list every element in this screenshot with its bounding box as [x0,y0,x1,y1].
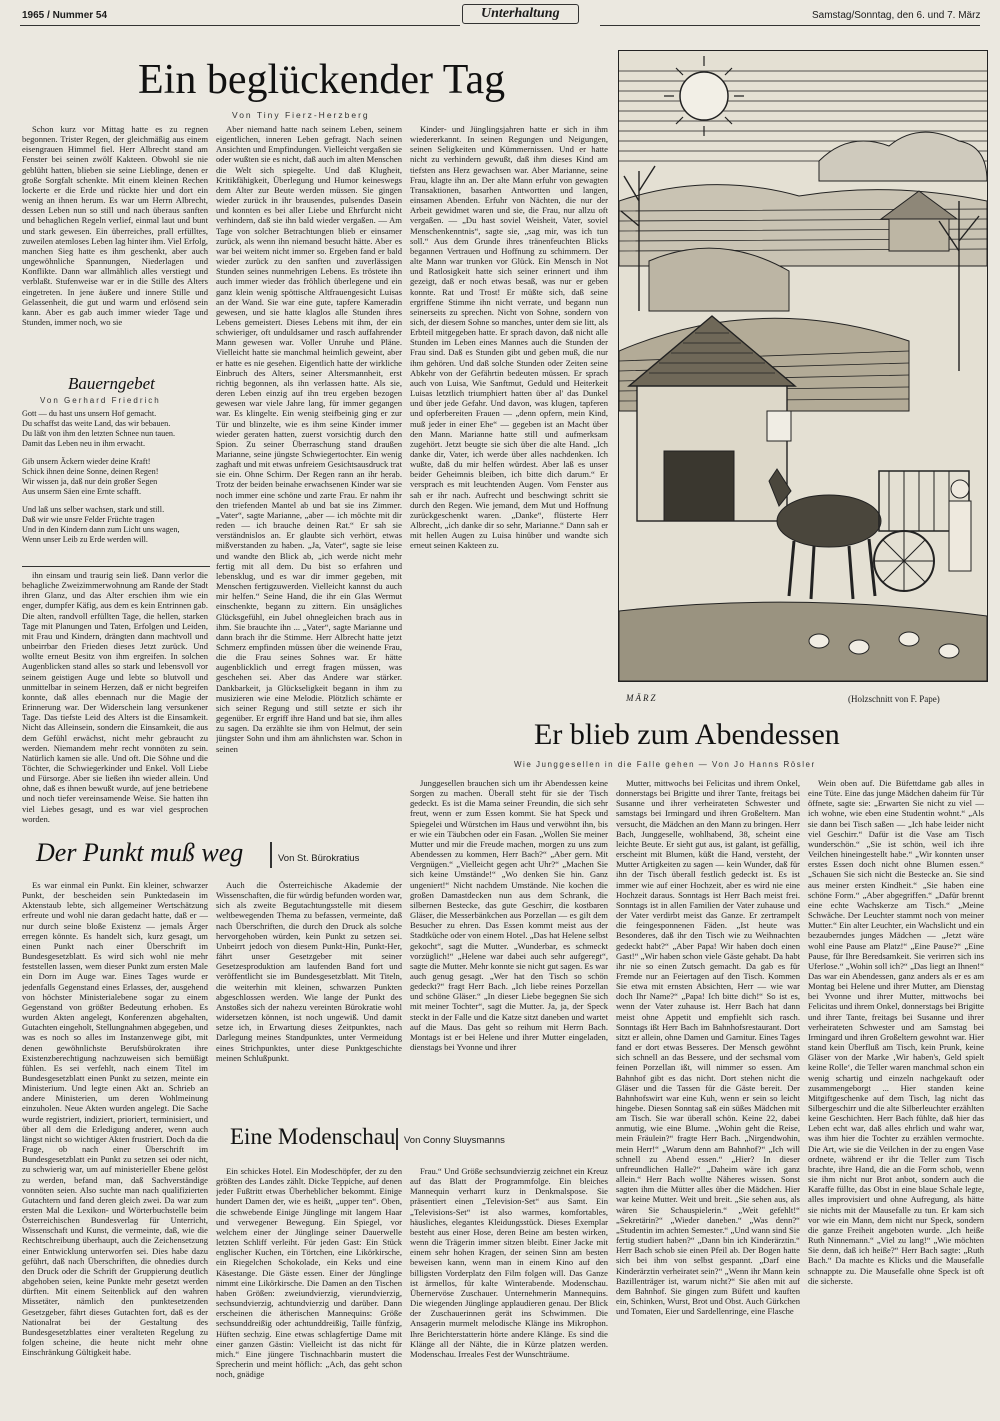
article-paragraph: Schon kurz vor Mittag hatte es zu regnen begonnen. Trister Regen, der gleichmäßig aus einem eisengrauen Himmel fiel. Herr Albrecht stand am Fenster bei seinen zwölf Kakteen. Obwohl sie nie geblüht hatten, blieben sie seine Lieblinge, denen er große Sorgfalt schenkte. Mit einem kleinen Rechen lockerte er die Erde und rückte hier und dort ein wenig an ihnen herum. Es war um Herrn Albrecht, dessen Leben nun so still und nach überaus sanften und behaglichen Regeln verlief, einmal laut und bunt und stark gewesen. Ein überreiches, prall erfülltes, zuweilen atemloses Leben lag hinter ihm. Viel Erfolg, manchen Sieg hatte es ihm geschenkt, aber auch ungewöhnliche Spannungen, Niederlagen und Konflikte. Dann war allmählich alles verstiegt und verblaßt. Stufenweise war er in die Stille des Alters eingetreten. In jene äußere und innere Stille und Gelassenheit, die gut und warm und erlösend sein kann. Aber es gab auch immer wieder Tage und Stunden, immer noch, wo sie [22,124,208,327]
article-column [216,880,402,1106]
article-title: Eine Modenschau [230,1124,396,1149]
article-column [616,778,800,1410]
article-paragraph: Ein schickes Hotel. Ein Modeschöpfer, der zu den größten des Landes zählt. Dicke Teppiche, auf denen jeder Fußtritt etwas Überheblicher bekommt. Einige hundert Damen der, wie es heißt, „upper ten“. Oben, die schwebende Einige Jünglinge mit langem Haar und verwegener Bewegung. Ein Spiegel, vor welchem einer der Jünglinge seiner Dauerwelle letzten Schliff verleiht. Für jeden Gast: Ein Stück englischer Kuchen, ein Törtchen, eine Likörkirsche, ein Riegelchen Schokolade, ein Keks und eine Käsestange. Die Gäste essen. Einer der Jünglinge nimmt eine Likörkirsche. Die Damen an den Tischen haben Größen: zweiundvierzig, vierundvierzig, sechsundvierzig, achtundvierzig und darüber. Dann erscheinen die ätherischen Mannequins: Größe sechsunddreißig oder achtunddreißig, Taille fünfzig, Hüften sechzig. Eine etwas schlagfertige Dame mit einer ganzen Gästin: Vielleicht ist das nicht für mich.“ Eine jüngere Tischnachbarin mustert die Sprecherin und meint höflich: „Ach, das geht schon noch, gnädige [216,1166,402,1380]
woodcut-caption: MÄRZ [626,693,658,703]
article-column [22,880,208,1410]
article-column [216,124,402,836]
article-paragraph: Junggesellen brauchen sich um ihr Abendessen keine Sorgen zu machen. Überall steht für sie der Tisch gedeckt. Es ist die Mama seiner Freundin, die sich sehr freut, wenn er zum Essen kommt. Sie hat Speck und Spiegelei und Würstchen im Haus und verwöhnt ihn, bis er wie ein Täubchen oder ein Fasan. „Wollen Sie meiner Mutter und mir die Freude machen, morgen zu uns zum Abendessen zu kommen, Herr Bach?“ „Aber gern. Mit Vergnügen.“ „Vielleicht gegen acht Uhr?“ „Machen Sie sich keine Umstände!“ „Wo denken Sie hin. Ganz ungeniert!“ Nicht nachdem Umstände. Nie kochen die großen Damastdecken nun aus dem Schrank, die silbernen Bestecke, das gute Geschirr, die kostbaren Gläser, die Messerbänkchen aus Porzellan — es gilt dem Besucher zu ehren. Das Essen kommt meist aus der Stadtküche oder von einem Hotel. „Das hat Helene selbst gekocht“, sagt die Mutter. „Wunderbar, es schmeckt vorzüglich!“ „Helene war dabei auch sehr aufgeregt“, sagte die Mutter. Mehr konnte sie nicht gut sagen. Es war auch genug gesagt. „Wer hat den Tisch so schön gedeckt?“ fragt Herr Bach. „Ich liebe reines Porzellan und schöne Gläser.“ „In dieser Liebe begegnen Sie sich mit meiner Tochter“, sagt die Mutter. Ja, ja, der Speck steckt in der Falle und die Katze sitzt daneben und wartet auf die Maus. Das geht so reihum mit Herrn Bach. Montags ist er bei Helene und ihrer Mutter eingeladen, dienstags bei Yvonne und ihrer [410,778,608,1053]
article-byline: Von Tiny Fierz-Herzberg [232,110,370,120]
article-title: Er blieb zum Abendessen [534,718,840,751]
section-title: Unterhaltung [462,4,579,24]
article-paragraph: Wein oben auf. Die Büfettdame gab alles in eine Tüte. Eine das junge Mädchen daheim für Tür öffnete, sagte sie: „Erwarten Sie nicht zu viel — ich wohne, wie eben eine Studentin wohnt.“ „Als sie dann bei Tisch saßen — „Ich habe leider nicht viel Geschirr.“ Dafür ist die Vase am Tisch wunderschön.“ „Sie ist schön, weil ich ihre Veilchen hineingestellt habe.“ „Wir konnten unser erstes Essen doch nicht ohne Blumen essen.“ „Schauen Sie sich nicht die Bestecke an. Sie sind aus meiner ersten Kindheit.“ „Sie haben eine schöne Form.“ „Aber abgegriffen.“ „Dafür brennt eine echte Wachskerze am Tisch.“ „Meine Schwäche. Der Leuchter stammt noch von meiner Mutter.“ Ein alter Leuchter, ein Wachslicht und ein bezauberndes junges Mädchen — „Jetzt wäre wohl eine Pause am Platz!“ „Eine Pause?“ „Eine Pause, für Ihre Beredsamkeit. Sie verirren sich ins Uferlose.“ „Wohin soll ich?“ „Das liegt an Ihnen!“ Das war ein Abendessen, ganz anders als er es am Montag bei Helene und ihrer Mutter, am Dienstag bei Yvonne und ihrer Mutter, mittwochs bei Felicitas und ihrem Onkel, donnerstags bei Brigitte und ihrer Tante, freitags bei Susanne und ihrer verheirateten Schwester und am Samstag bei Irmingard und ihren Großeltern gewohnt war. Hier stand kein Überfluß am Tisch, kein Prunk, keine Gläser von der Marke ‚Wir haben's, Geld spielt keine Rolle‘, die Teller waren manchmal schon ein wenig schartig und einzeln nachgekauft oder zusammengeborgt ... Hier standen keine Mitgiftgeschenke auf dem Tisch, lag nicht das Silbergeschirr und die alte Silberleuchter erzählten keine Geschichten. Herr Bach fühlte, daß hier das Leben echt war, daß alles ehrlich und wahr war, was ihm hier die Tochter zu erzählen vermochte. Die Art, wie sie die Veilchen in der zu engen Vase ordnete, während er ihr die Teller zum Tisch brachte, ihre Hand, die an die Form schob, wenn sie ihm nicht nur Brot anbot, sondern auch die Karaffe füllte, das Obst in eine blaue Schale legte, alles improvisiert und ohne Aufregung, als hätte sie nichts mit der Mausefalle zu tun. Er kam sich vor wie ein Mann, dem nicht nur Speck, sondern die ganze Freiheit angeboten wurde. „Ich heiße Ruth Ninnemann.“ „Viel zu lang!“ „Wie möchten Sie denn, daß ich heiße?“ Herr Bach sagte: „Ruth Bach.“ Da machte es Klicks und die Mausefalle schnappte zu. Die Mausefalle ohne Speck ist oft die sicherste. [808,778,984,1286]
article-paragraph: ihn einsam und traurig sein ließ. Dann verlor die behagliche Zweizimmerwohnung am Rande der Stadt ihren Glanz, und das Alter erschien ihm wie ein enger, dumpfer Käfig, aus dem es kein Entrinnen gab. Die alten, randvoll erfüllten Tage, die hellen, starken Tage mit Planungen und Taten, Erfolgen und Leiden, mit Frau und Kindern, drängten dann machtvoll und unbeirrbar den Frieden dieses Jetzt zurück. Und wollte erneut Besitz von ihm ergreifen. In solchen Augenblicken stand alles so stark und lebensvoll vor seinem geistigen Auge und lebte so blutvoll und unmittelbar in seinem Herzen, daß er nicht begreifen konnte, daß alles ebennach nur die Magie der Erinnerung war. Der Widerschein lang versunkener Tage. Das tiefste Leid des Alters ist die Einsamkeit. Nicht das Alleinsein, sondern die Einsamkeit, die aus dem Gefühl erwächst, nicht mehr gebraucht zu werden. Niemandem mehr recht vonnöten zu sein. Natürlich kamen sie alle. Und oft. Die Söhne und die Töchter, die Schwiegerkinder und Enkel. Voll Liebe und Fürsorge. Aber sie ließen ihn wieder allein. Und ohne, daß es ihnen bewußt wurde, auf jene betriebene und noch tiefer vereinsamende Weise. Sie hatten ihn viel Liebes gesagt, und es war viel gesprochen worden. [22,570,208,824]
article-column [22,570,208,836]
article-title: Ein beglückender Tag [138,57,506,103]
poem-title: Bauerngebet [68,374,155,393]
title-divider [270,842,272,868]
poem-stanza: Gott — du hast uns unsern Hof gemacht. Du schaffst das weite Land, das wir bebauen. Du läßt von ihm den letzten Schnee nun tauen. Damit das Leben neu in ihm erwacht. [22,409,176,448]
article-column [808,778,984,1410]
article-paragraph: Frau.“ Und Größe sechsundvierzig zeichnet ein Kreuz auf das Blatt der Programmfolge. Ein bleiches Mannequin verharrt kurz in Denkmalspose. Sie präsentiert einen „Television-Set“ aus Samt. Ein „Televisions-Set“ ist also warmes, komfortables, häusliches, elegantes Kleidungsstück. Dieses Exemplar besteht aus einer Hose, deren Beine am besten wirken, wenn die Trägerin immer sitzen bleibt. Einer Jacke mit einem sehr hohen Kragen, der seinen Sinn am besten beweisen kann, wenn man in einem Kino auf den billigsten Vorderplatz den Film folgen will. Das Ganze ist ärmellos, für kalte Winterabende. Modenschau. Übernervöse Zuschauer. Unternehmerin Mannequins. Die wiegenden Jünglinge applaudieren genau. Der Blick der Zuschauerinnen gerät ins Schwimmen. Die Ansagerin murmelt melodische Klänge ins Mikrophon. Ihre Berichterstatterin hörte andere Klänge. Es sind die Klänge all der Nähte, die in Kürze platzen werden. Modenschau. Irreales Fest der Wunschträume. [410,1166,608,1359]
article-title: Der Punkt muß weg [36,838,244,867]
article-paragraph: Auch die Österreichische Akademie der Wissenschaften, die für würdig befunden worden war, sich als zweite Begutachtungsstelle mit diesem weltbewegenden Thema zu befassen, vermeinte, daß nach Überschriften, die durch den Druck als solche hervorgehoben würden, kein Punkt zu setzen sei. Unbeirrt jedoch von diesem Punkt-Hin, Punkt-Her, fährt unser Gesetzgeber mit seiner Gesetzesproduktion am laufenden Band fort und veröffentlicht sie im Bundesgesetzblatt. Mit Titeln, die weiterhin mit kleinen, schwarzen Punkten abgeschlossen werden. Wie lange der Punkt des Anstoßes sich der nahezu vereinten Bürokratie wohl widersetzen können, ist noch ungewiß. Und damit setze ich, in Erwartung dieses Zeitpunktes, nach Darlegung meines Standpunktes, unter Vermeidung eines Strichpunktes, unter diese Punktgeschichte meinen Schlußpunkt. [216,880,402,1063]
header-rule-right [600,25,980,26]
article-paragraph: Es war einmal ein Punkt. Ein kleiner, schwarzer Punkt, der bescheiden sein Punktedasein im Aktenstaub lebte, sich allgemeiner Wertschätzung erfreute und wohl nie daran gedacht hatte, daß er — nur durch seine bloße Existenz — jemals Ärger erregen könnte. Es handelt sich, kurz gesagt, um einen Punkt nach einer Überschrift im Bundesgesetzblatt. Es wird sich wohl nie mehr feststellen lassen, wem dieser Punkt zum ersten Male ein Dorn im Auge war. Eines Tages wurde er jedenfalls Gegenstand eines Erlasses, der, ausgehend von höchster Ministerialebene sogar zu einem Gegenstand von größter Bedeutung erhoben. Es wurden Akten angelegt, Konferenzen abgehalten, Gutachten eingeholt, Stellungnahmen abgegeben, und was es noch so alles im Instanzenwege gibt, mit denen gewöhnlichste Berufsbürokraten ihre Existenzberechtigung nachzuweisen sich bemüßigt fühlen. Es sei verfehlt, nach einem Titel im Bundesgesetzblatt einen Punkt zu setzen, meinte ein Ministerium. Und legte einen Akt an. Schrieb an andere Ministerien, um deren Wohlmeinung einzuholen. Neue Akten wurden angelegt. Die Sache wurde registriert, indiziert, prioriert, terminisiert, und über all dem die Erledigung anderer, wenn auch längst nicht so wichtiger Akten frustriert. Doch da die Frage, ob nach einer Überschrift im Bundesgesetzblatt ein Punkt zu setzen sei oder nicht, zu schwierig war, um auf ministerieller Ebene gelöst zu werden, befand man, daß Sachverständige vonnöten seien. Also suchte man nach qualifizierten Gutachtern und fand deren gleich zwei. Da war zum ersten Mal die Lexikon- und Wörterbuchstelle beim Österreichischen Bundesverlag für Unterricht, Wissenschaft und Kunst, die vermeinte, daß, wie die Rechtschreibung überhaupt, auch die Zeichensetzung einer Entwicklung unterworfen sei. Dies habe dazu geführt, daß nach Überschriften, die ohnedies durch den Druck oder die Schrift der Gruppierung deutlich abgehoben seien, keine Punkte mehr gesetzt werden dürften. Mit einem Seitenblick auf den wahren Missetäter, nämlich den punktesetzenden Gesetzgeber, fährt dieses Gutachten fort, daß es der Nationalrat bei der Gestaltung des Bundesgesetzblattes einer veralteten Regelung zu folgen scheine, die heute nicht mehr ohne Einschränkung Gültigkeit habe. [22,880,208,1358]
article-column [410,1166,608,1410]
article-paragraph: Mutter, mittwochs bei Felicitas und ihrem Onkel, donnerstags bei Brigitte und ihrer Tante, freitags bei Susanne und ihrer verheirateten Schwester und samstags bei Irmingard und ihren Großeltern. Man versucht, die Mädchen an den Mann zu bringen. Herr Bach, Junggeselle, wohlhabend, 38, scheint eine leichte Beute. Er sieht gut aus, ist galant, ist gefällig, erscheint mit Blumen, küßt die Hand, versteht, der Mutter Artigkeiten zu sagen — kein Wunder, daß für ihn der Tisch überall festlich gedeckt ist. Es ist immer wie auf einer Hochzeit, aber es wird nie eine Hochzeit daraus. Sonntags ist Herr Bach meist frei. Sonntags ist in allen Familien der Vater zuhause und der Vater verdirbt meist das Ganze. Er zertrampelt die feingesponnenen Fäden. „Ist heute was Besonderes, daß ihr den Tisch wie zu Weihnachten gedeckt habt?“ „Aber Papa! Wir haben doch einen Gast!“ „Wir haben schon viele Gäste gehabt. Da habt ihr nie so einen Zutsch gemacht. Da gab es für Fremde nur an Feiertagen auf den Tisch. Kommen Sie etwa mit ernsten Absichten, Herr — wie war doch Ihr Name?“ „Papa! Ich bitte dich!“ So ist es, wenn der Vater zuhause ist. Herr Bach hat dann meist ohne Appetit und empfiehlt sich rasch. Sonntags ißt Herr Bach im Bahnhofsrestaurant. Dort sitzt er allein, ohne Damen und Garnitur. Eines Tages fand er dort etwas Besseres. Der Mensch gewöhnt sich schnell an das Bessere, und der sechsmal vom feinen Porzellan ißt, will nimmer so essen. Am Bahnhof gibt es das nicht. Dort stehen nicht die Gläser und die Tassen für die Gäste bereit. Der Bahnhofswirt war eine Kuh, wenn er sein so leicht hingebe. Diesen Sonntag saß ein süßes Mädchen mit am Tisch. Sie war überall schön. Keine 22, dabei anmutig, wie eine Blume. „Wohin geht die Reise, mein Fräulein?“ fragte Herr Bach. „Nirgendwohin, mein Herr!“ „Warum denn am Bahnhof?“ „Ich will schnell zu Abend essen.“ „Hier? In dieser unfreundlichen Halle?“ „Daheim wäre ich ganz allein.“ Herr Bach wollte Näheres wissen. Sonst sagten ihm die Mütter alles über die Mädchen. Hier war keine Mutter. Weit und breit. „Sie sehen aus, als wären Sie Schauspielerin.“ „Weit gefehlt!“ „Sekretärin?“ „Wieder daneben.“ „Was denn?“ „Studentin im achten Semester.“ „Und wann sind Sie fertig studiert haben?“ „Dann bin ich Kinderärztin.“ Herr Bach schob sie einen Pfeil ab. Der Bogen hatte sich bei ihm von selbst gespannt. „Darf eine Kinderärztin verheiratet sein?“ „Wenn ihr Mann kein Bazillenträger ist, warum nicht?“ Sie aßen mit auf dem Bahnhof. Sie gingen zum Büfett und kauften ein, Schinken, Wurst, Brot und Obst. Auch Gürkchen und Tomaten, Eier und Sardellenringe, eine Flasche [616,778,800,1317]
article-column [410,778,608,1114]
poem-stanza: Gib unsern Äckern wieder deine Kraft! Schick ihnen deine Sonne, deinen Regen! Wir wissen ja, daß nur dein großer Segen Aus unserm Säen eine Ernte schafft. [22,457,159,496]
article-column [410,124,608,624]
title-divider [396,1128,398,1150]
woodcut-illustration [618,50,988,682]
woodcut-credit: (Holzschnitt von F. Pape) [848,694,940,704]
poem-body [22,409,212,564]
article-paragraph: Kinder- und Jünglingsjahren hatte er sich in ihm wiedererkannt. In seinen Regungen und Neigungen, seinen Seligkeiten und Kümmernissen. Und er hatte nicht zu verhindern gewußt, daß ihm dieses Kind am tiefsten ans Herz gewachsen war. Aber Marianne, seine Frau, klagte ihn an. Der alte Mann erfuhr von gewagten Transaktionen, basarhen Antwortten und langen, einsamen Abenden. Erfuhr von Nächten, die nur der Arbeit gewidmet waren und sie, die Frau, nur allzu oft vergaßen. — „Du hast soviel Weisheit, Vater, soviel Menschenkenntnis“, sagte sie, „sag mir, was ich tun soll.“ Aus dem Grunde ihres tränenfeuchten Blicks begannen Vertrauen und Hoffnung zu schimmern. Der alte Mann war trunken vor Glück. Ein Mensch in Not und Ratlosigkeit hatte sich seiner erinnert und ihm gezeigt, daß er noch etwas besaß, was nur er geben konnte. Rat und Trost! Er müßte sich, daß seine ergriffene Stimme ihn nicht verrate, und begann nun seinerseits zu sprechen. Nicht von Sohne, sondern von sich, der diesem Sohne so manches, unter dem sie litt, als Erbteil mitgegeben hatte. Er sprach davon, daß nicht alle Stunden im Leben eines Mannes auch die Stunden der Frau sind. Daß es Stunden gibt und geben muß, die nur ihm gehören. Und daß solche Stunden oder Zeiten seine Abkehr von der Gefährtin bedeuten müssen. Er sprach auch von Luisa, Wie Sanftmut, Geduld und Heiterkeit Luisas letztlich triumphiert hatten über al' das Dunkel und über jede Gefahr. Und davon, was klugen, tapferen und opferbereiten Frauen — „denn opfern, mein Kind, muß jeder in einer Ehe“ — gegeben ist an Macht über den Mann. Marianne hatte still und aufmerksam zugehört. Jetzt beugte sie sich über die alte Hand. „Ich danke dir, Vater, ich werde über alles nachdenken. Ich wußte, daß du mir helfen würdest. Aber laß es unser beider Geheimnis bleiben, ich bitte dich darum.“ Er versprach es mit leuchtenden Augen. Vom Fenster aus sah er ihr nach. Aufrecht und beschwingt schritt sie durch den Regen. Wie jemand, dem Mut und Hoffnung zurückgeschenkt waren. „Danke“, flüsterte Herr Albrecht, „ich danke dir so sehr, Marianne.“ Dann sah er mit hellen Augen zu Luisa hinüber und wandte sich erneut seinen Kakteen zu. [410,124,608,551]
header-rule-left [20,25,460,26]
article-column [22,124,208,377]
woodcut-march-scene [619,51,987,681]
issue-date: Samstag/Sonntag, den 6. und 7. März [812,10,981,21]
poem-stanza: Und laß uns selber wachsen, stark und still. Daß wir wie unsre Felder Früchte tragen Und in den Kindern dann zum Licht uns wagen, Wenn unser Leib zu Erde werden will. [22,505,180,544]
article-byline: Wie Junggesellen in die Falle gehen — Von Jo Hanns Rösler [514,760,816,769]
article-column [216,1166,402,1410]
poem-rule [22,566,210,567]
article-paragraph: Aber niemand hatte nach seinem Leben, seinem eigentlichen, inneren Leben gefragt. Nach seinen Ansichten und Empfindungen. Vielleicht vergaßen sie oder wußten sie es nicht, daß auch im alten Menschen die Welt sich spiegelte. Und daß Klugheit, Kritikfähigkeit, Überlegung und Humor keineswegs dem Alter zur Beute werden müssen. Sie gingen wieder zurück in ihr brausendes, pulsendes Dasein und konnten es bei aller Liebe und Ehrfurcht nicht verhindern, daß sie ihn bald wieder vergaßen. — Am Tage von solcher Betrachtungen blieb er einsamer zurück, als wenn ihn niemand besucht hätte. Aber es war bei weitem nicht immer so. Ergeben fand er bald wieder zurück zu den sanften und zuverlässigen Stunden seines nunmehrigen Lebens. Es tröstete ihn auch immer wieder das fröhlich überlegene und ein ganz klein wenig spöttische Altfrauengesicht Luisas an der Wand. Sie war eine gute, tapfere Kameradin gewesen, und sie hatte klaglos alle Stunden ihres Lebens gemeistert. Dieses Lebens mit ihm, der ein schwieriger, oft unduldsamer und rasch auffahrender Mann gewesen war. Voller Unruhe und Pläne. Vielleicht hatte sie manchmal heimlich geweint, aber er hatte es nie gesehen. Eigentlich hatte der wirkliche Einbruch des Alters, seiner Altersmannheit, erst richtig begonnen, als ihn verlassen hatte. Als sie, deren Leben einzig auf ihn treu ergeben bezogen gewesen war viele Jahre lang, für immer gegangen war. Es klingelte. Ein wenig steifbeinig ging er zur Tür und blinzelte, wie es ihm seine Kinder immer wieder geraten hatten, zuerst vorsichtig durch den Spion. Zu seiner Überraschung stand draußen Marianne, seine jüngste Schwiegertochter. Ein wenig zaghaft und mit etwas unfreiem Gesichtsausdruck trat sie ein. Ohne Schirm. Der Regen rann an ihr herab. Trotz der beiden beinahe erwachsenen Kinder war sie noch immer eine schöne und zarte Frau. Er nahm ihr den triefenden Mantel ab und bat sie ins Zimmer. „Vater“, sagte Marianne, „aber — ich möchte mit dir reden — ich brauche deinen Rat.“ Er sah sie verständnislos an. Er glaubte sich verhört, etwas mißverstanden zu haben. „Ja, Vater“, sagte sie leise und wandte den Blick ab, „ich werde nicht mehr fertig mit all dem. Du bist so erfahren und lebensklug, und es war dir immer gegeben, mit Menschen fertigzuwerden. Vielleicht kannst du auch mir helfen.“ Seine Hand, die ihr ein Glas Wermut einschenkte, begann zu zittern. Ein unsägliches Glücksgefühl, ein Jubel ohnegleichen brach aus in ihm. Sie brauchte ihn ... „Vater“, sagte Marianne und dann brach ihr die Stimme. Herr Albrecht hatte jetzt Schmerz empfinden müssen über die weinende Frau, die die Frau seines Sohnes war. Er hätte augenblicklich und erregt fragen müssen, was geschehen sei. Aber das Andere war stärker. Dankbarkeit, ja Glückseligkeit begann in ihm zu musizieren wie eine Melodie. Plötzlich schämte er sich seiner Regung und still setzte er sich ihr gegenüber. Er ergriff ihre Hand und bat sie, ihm alles zu sagen. Da erzählte sie ihm von Helmut, der sein jüngster Sohn und ihm am ähnlichsten war. Schon in seinen [216,124,402,754]
article-byline: Von Conny Sluysmanns [404,1135,505,1146]
issue-number: 1965 / Nummer 54 [22,10,108,21]
poem-byline: Von Gerhard Friedrich [40,396,161,405]
article-byline: Von St. Bürokratius [278,853,360,864]
